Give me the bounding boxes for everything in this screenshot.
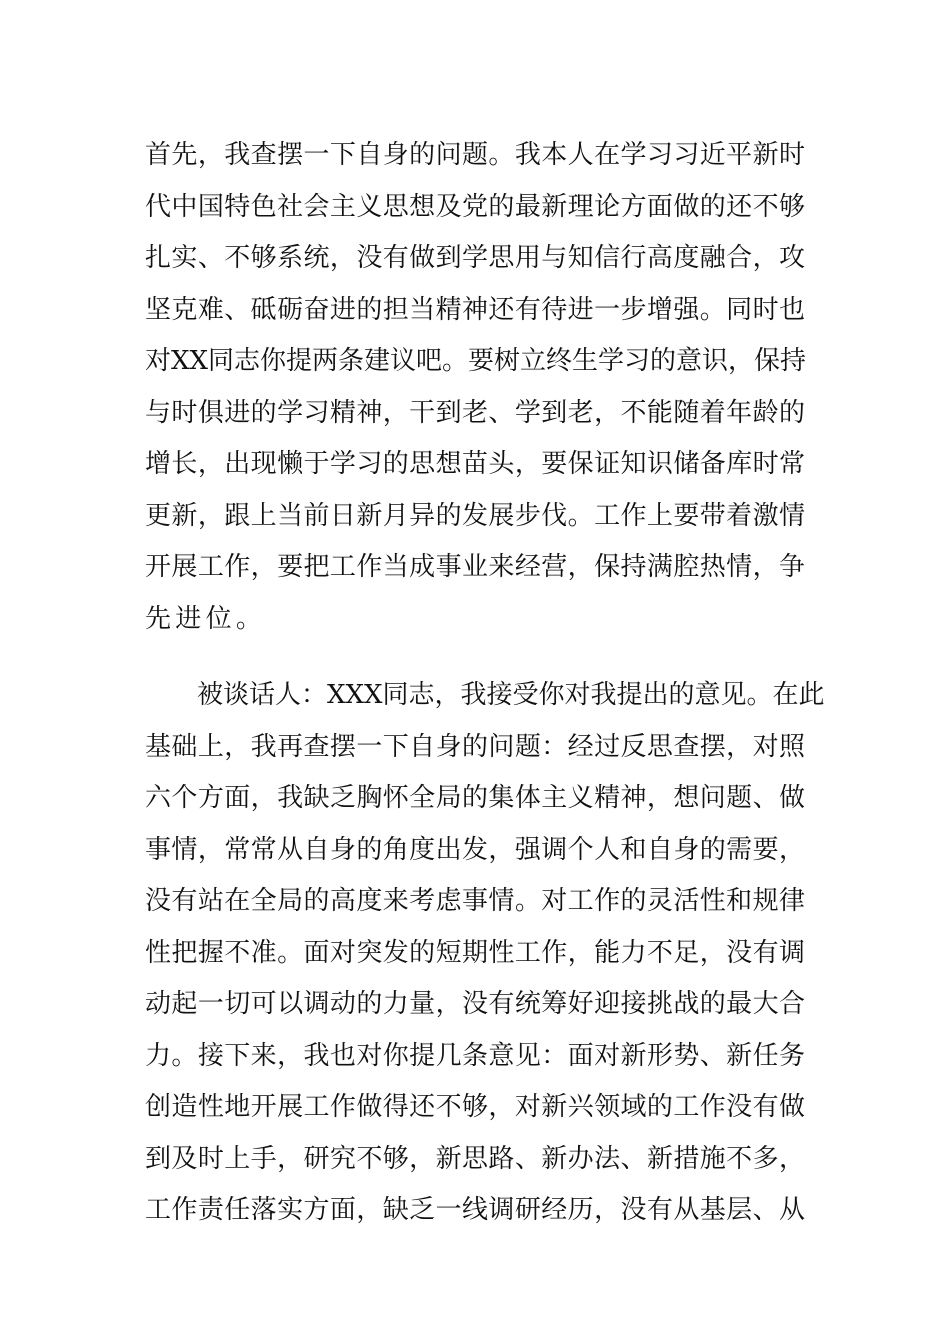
text-line: 增长，出现懒于学习的思想苗头，要保证知识储备库时常 <box>145 449 805 479</box>
text-line: 代中国特色社会主义思想及党的最新理论方面做的还不够 <box>145 191 805 222</box>
text-line: 到及时上手，研究不够，新思路、新办法、新措施不多， <box>145 1143 805 1174</box>
text-line: 坚克难、砥砺奋进的担当精神还有待进一步增强。同时也 <box>145 294 805 325</box>
text-line: 与时俱进的学习精神，干到老、学到老，不能随着年龄的 <box>145 397 805 428</box>
text-line: 首先，我查摆一下自身的问题。我本人在学习习近平新时 <box>145 140 805 170</box>
paragraph-gap <box>145 645 805 670</box>
text-line: 创造性地开展工作做得还不够，对新兴领域的工作没有做 <box>145 1092 805 1122</box>
paragraph-2 <box>145 670 825 1237</box>
text-line: 对XX同志你提两条建议吧。要树立终生学习的意识，保持 <box>145 346 807 376</box>
text-line: 性把握不准。面对突发的短期性工作，能力不足，没有调 <box>145 937 805 968</box>
text-line: 力。接下来，我也对你提几条意见：面对新形势、新任务 <box>145 1040 805 1071</box>
text-line: 开展工作，要把工作当成事业来经营，保持满腔热情，争 <box>145 552 805 582</box>
paragraph-1 <box>145 130 805 645</box>
text-line: 动起一切可以调动的力量，没有统筹好迎接挑战的最大合 <box>145 989 805 1019</box>
text-line: 扎实、不够系统，没有做到学思用与知信行高度融合，攻 <box>145 243 805 273</box>
text-line: 六个方面，我缺乏胸怀全局的集体主义精神，想问题、做 <box>145 783 805 813</box>
text-line: 工作责任落实方面，缺乏一线调研经历，没有从基层、从 <box>145 1195 805 1225</box>
text-line: 基础上，我再查摆一下自身的问题：经过反思查摆，对照 <box>145 731 805 762</box>
text-line: 没有站在全局的高度来考虑事情。对工作的灵活性和规律 <box>145 886 805 916</box>
text-line: 事情，常常从自身的角度出发，强调个人和自身的需要， <box>145 834 805 865</box>
text-line: 更新，跟上当前日新月异的发展步伐。工作上要带着激情 <box>145 500 805 531</box>
document-body <box>145 130 825 1237</box>
text-line-last: 先进位。 <box>145 603 267 634</box>
text-line-first: 被谈话人：XXX同志，我接受你对我提出的意见。在此 <box>197 680 825 710</box>
